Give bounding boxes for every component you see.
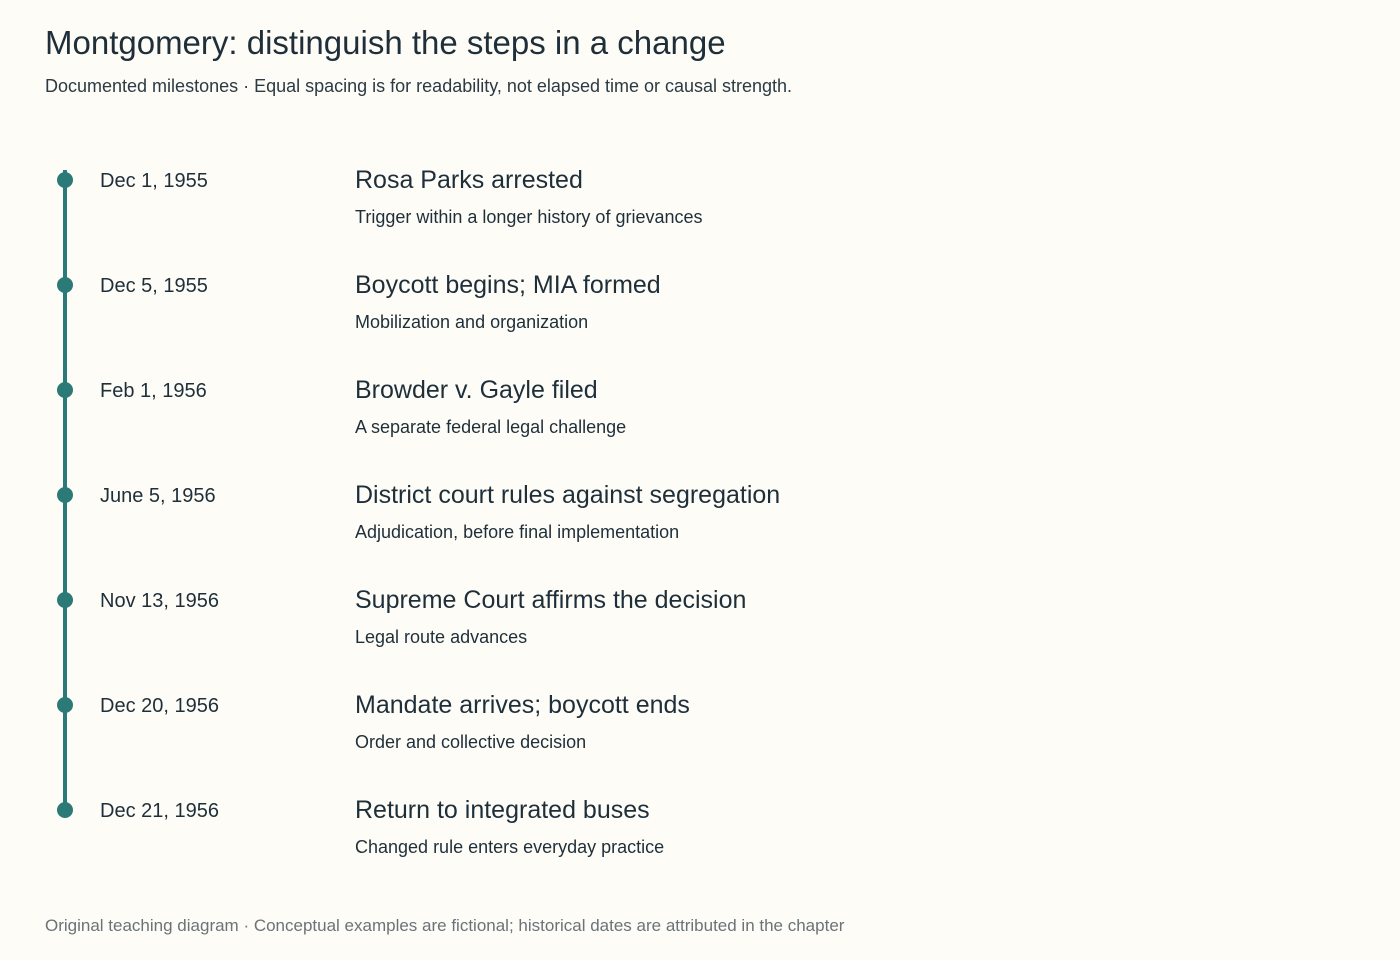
timeline-dot bbox=[57, 592, 73, 608]
page-title: Montgomery: distinguish the steps in a change bbox=[45, 24, 726, 61]
event-date: Dec 20, 1956 bbox=[100, 695, 219, 717]
timeline-event bbox=[0, 271, 1400, 365]
event-description: Legal route advances bbox=[355, 627, 528, 647]
event-description: Mobilization and organization bbox=[355, 312, 589, 332]
timeline-dot bbox=[57, 802, 73, 818]
timeline-event bbox=[0, 586, 1400, 680]
timeline-event bbox=[0, 166, 1400, 260]
event-title: Rosa Parks arrested bbox=[355, 166, 583, 194]
event-title: Return to integrated buses bbox=[355, 796, 650, 824]
footer-note: Original teaching diagram · Conceptual examples are fictional; historical dates are attributed in the chapter bbox=[45, 916, 845, 935]
event-description: Adjudication, before final implementation bbox=[355, 522, 680, 542]
event-date: June 5, 1956 bbox=[100, 485, 216, 507]
timeline-event bbox=[0, 796, 1400, 890]
timeline-event bbox=[0, 481, 1400, 575]
event-description: Order and collective decision bbox=[355, 732, 587, 752]
event-date: Dec 21, 1956 bbox=[100, 800, 219, 822]
event-date: Nov 13, 1956 bbox=[100, 590, 219, 612]
event-title: District court rules against segregation bbox=[355, 481, 781, 509]
event-description: Trigger within a longer history of grievances bbox=[355, 207, 703, 227]
timeline-dot bbox=[57, 487, 73, 503]
event-description: A separate federal legal challenge bbox=[355, 417, 627, 437]
timeline-event bbox=[0, 376, 1400, 470]
event-description: Changed rule enters everyday practice bbox=[355, 837, 665, 857]
timeline-dot bbox=[57, 172, 73, 188]
timeline-event bbox=[0, 691, 1400, 785]
event-title: Mandate arrives; boycott ends bbox=[355, 691, 690, 719]
event-date: Dec 5, 1955 bbox=[100, 275, 208, 297]
page-subtitle: Documented milestones · Equal spacing is for readability, not elapsed time or causal strength. bbox=[45, 76, 793, 96]
event-date: Dec 1, 1955 bbox=[100, 170, 208, 192]
timeline-dot bbox=[57, 697, 73, 713]
event-title: Boycott begins; MIA formed bbox=[355, 271, 661, 299]
event-title: Supreme Court affirms the decision bbox=[355, 586, 747, 614]
event-date: Feb 1, 1956 bbox=[100, 380, 207, 402]
event-title: Browder v. Gayle filed bbox=[355, 376, 598, 404]
timeline-dot bbox=[57, 382, 73, 398]
timeline-dot bbox=[57, 277, 73, 293]
